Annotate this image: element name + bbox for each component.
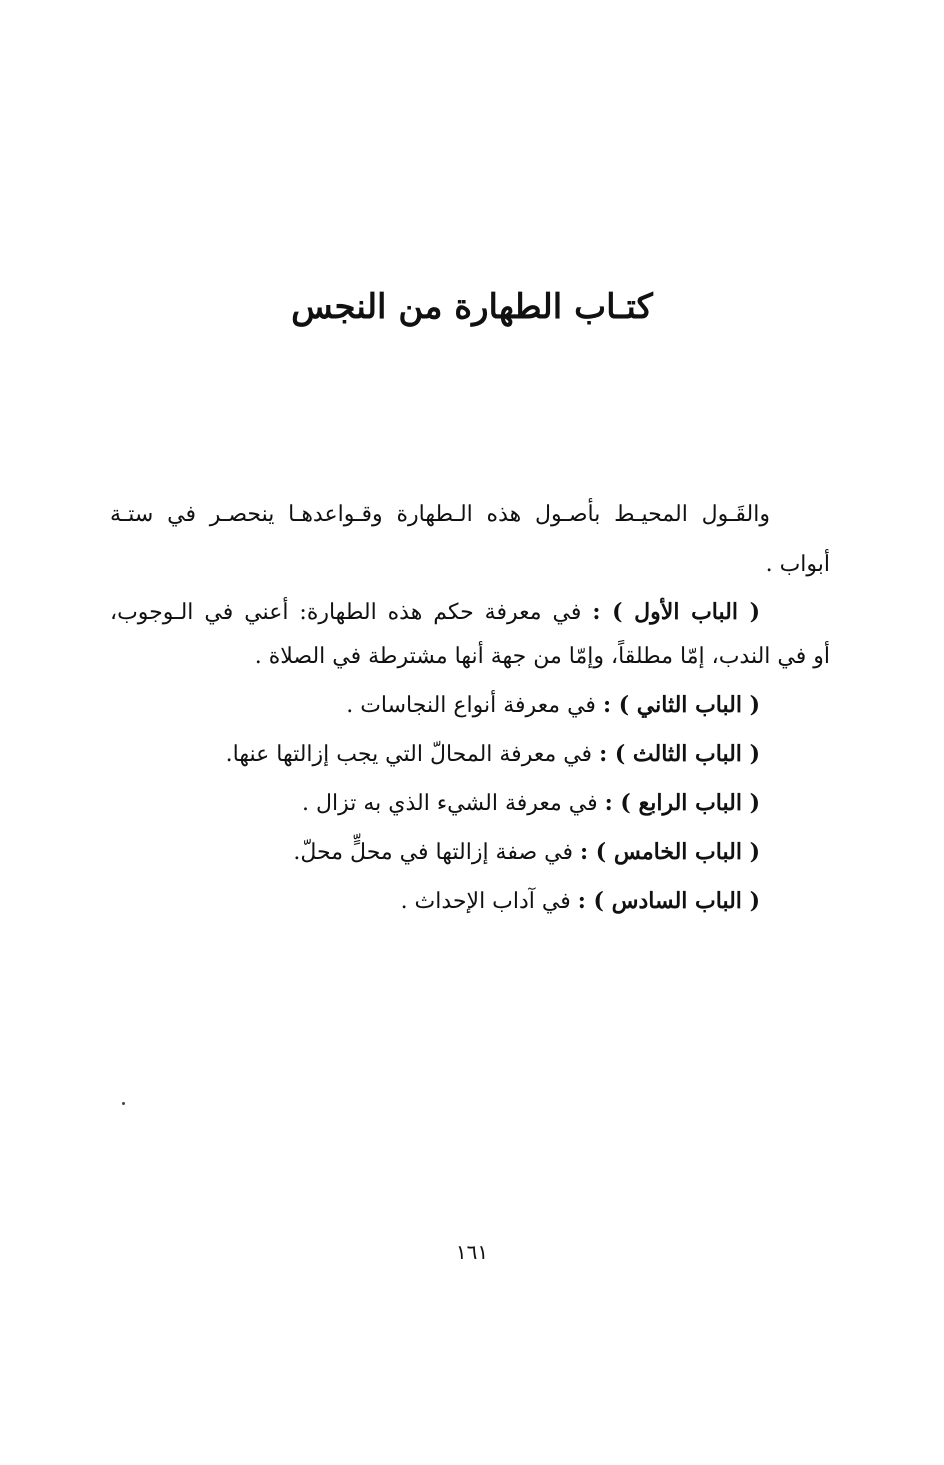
chapter-item-6 (110, 877, 830, 926)
chapter-label: ( الباب الثاني ) : (602, 692, 760, 718)
chapter-label: ( الباب السادس ) : (577, 888, 760, 914)
chapter-text: في معرفة حكم هذه الطهارة: أعني في الـوجوب، (110, 600, 593, 625)
chapter-item-3 (110, 730, 830, 779)
chapter-label: ( الباب الأول ) : (592, 599, 760, 625)
chapter-text: في معرفة الشيء الذي به تزال . (302, 791, 605, 816)
intro-paragraph (110, 490, 830, 590)
chapter-text: في معرفة أنواع النجاسات . (346, 693, 603, 718)
page-number: ١٦١ (455, 1240, 489, 1264)
chapter-text: في صفة إزالتها في محلٍّ محلّ. (293, 840, 580, 865)
chapter-list (110, 588, 830, 926)
print-speck (122, 1102, 125, 1105)
intro-line-2: أبواب . (765, 552, 830, 577)
chapter-item-5 (110, 828, 830, 877)
chapter-item-1-continuation: أو في الندب، إمّا مطلقاً، وإمّا من جهة أنها مشترطة في الصلاة . (254, 644, 830, 669)
chapter-text: في معرفة المحالّ التي يجب إزالتها عنها. (225, 742, 600, 767)
chapter-label: ( الباب الثالث ) : (599, 741, 760, 767)
page-title: كتـاب الطهارة من النجس (291, 287, 653, 327)
chapter-label: ( الباب الخامس ) : (580, 839, 760, 865)
intro-line-1: والقَـول المحيـط بأصـول هذه الـطهارة وقـواعدهـا ينحصـر في ستـة (110, 502, 770, 527)
chapter-item-4 (110, 779, 830, 828)
chapter-label: ( الباب الرابع ) : (604, 790, 760, 816)
chapter-text: في آداب الإحداث . (400, 889, 578, 914)
chapter-item-1 (110, 588, 830, 637)
chapter-item-2 (110, 681, 830, 730)
